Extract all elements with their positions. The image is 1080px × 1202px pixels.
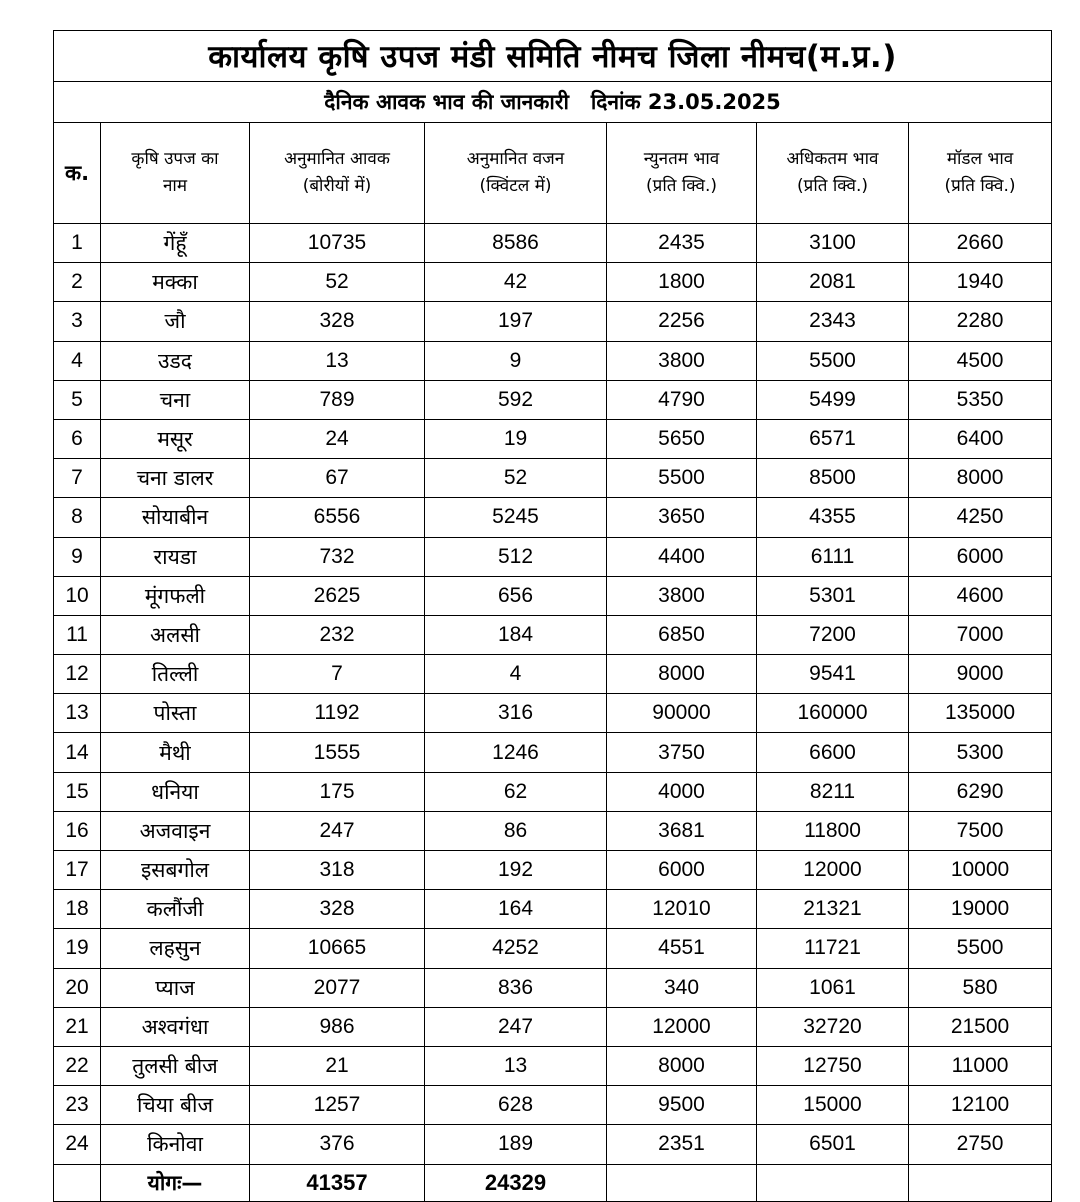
total-weight: 24329 <box>425 1164 607 1201</box>
modal-price-cell: 7000 <box>909 615 1052 654</box>
commodity-name-cell: मसूर <box>101 419 250 458</box>
arrival-cell: 67 <box>250 459 425 498</box>
table-row <box>54 498 1052 537</box>
commodity-name-cell: चना डालर <box>101 459 250 498</box>
report-date-subtitle <box>54 82 1052 123</box>
weight-cell: 52 <box>425 459 607 498</box>
max-price-cell: 160000 <box>757 694 909 733</box>
weight-cell: 1246 <box>425 733 607 772</box>
table-row <box>54 1086 1052 1125</box>
max-price-cell: 5499 <box>757 380 909 419</box>
header-line: (प्रति क्वि.) <box>944 176 1016 196</box>
min-price-cell: 3681 <box>607 811 757 850</box>
weight-cell: 13 <box>425 1046 607 1085</box>
header-line: (क्विंटल में) <box>479 176 552 196</box>
header-line: मॉडल भाव <box>946 149 1014 169</box>
arrival-cell: 52 <box>250 263 425 302</box>
header-line: (बोरीयों में) <box>302 176 372 196</box>
header-line: नाम <box>162 176 187 196</box>
max-price-cell: 12000 <box>757 851 909 890</box>
min-price-cell: 6000 <box>607 851 757 890</box>
serial-cell: 23 <box>54 1086 101 1125</box>
subtitle-text: दैनिक आवक भाव की जानकारी दिनांक 23.05.2025 <box>324 90 781 114</box>
min-price-cell: 5500 <box>607 459 757 498</box>
min-price-cell: 12010 <box>607 890 757 929</box>
max-price-cell: 11721 <box>757 929 909 968</box>
serial-cell: 22 <box>54 1046 101 1085</box>
estimated-weight-header <box>425 123 607 224</box>
modal-price-cell: 9000 <box>909 655 1052 694</box>
serial-cell: 13 <box>54 694 101 733</box>
commodity-name-cell: लहसुन <box>101 929 250 968</box>
weight-cell: 316 <box>425 694 607 733</box>
serial-cell: 24 <box>54 1125 101 1164</box>
max-price-cell: 5301 <box>757 576 909 615</box>
modal-price-cell: 135000 <box>909 694 1052 733</box>
max-price-cell: 2343 <box>757 302 909 341</box>
total-label: योगः— <box>101 1164 250 1201</box>
commodity-name-cell: मूंगफली <box>101 576 250 615</box>
max-price-cell: 8500 <box>757 459 909 498</box>
table-row <box>54 733 1052 772</box>
table-row <box>54 263 1052 302</box>
modal-price-cell: 4250 <box>909 498 1052 537</box>
modal-price-cell: 4500 <box>909 341 1052 380</box>
weight-cell: 4252 <box>425 929 607 968</box>
serial-cell: 9 <box>54 537 101 576</box>
weight-cell: 628 <box>425 1086 607 1125</box>
max-price-cell: 6501 <box>757 1125 909 1164</box>
modal-price-cell: 7500 <box>909 811 1052 850</box>
max-price-cell: 6111 <box>757 537 909 576</box>
arrival-cell: 6556 <box>250 498 425 537</box>
total-arrivals: 41357 <box>250 1164 425 1201</box>
weight-cell: 9 <box>425 341 607 380</box>
header-line: न्युनतम भाव <box>643 149 720 169</box>
max-price-cell: 1061 <box>757 968 909 1007</box>
modal-price-cell: 580 <box>909 968 1052 1007</box>
commodity-rows <box>54 224 1052 1165</box>
arrival-cell: 328 <box>250 890 425 929</box>
arrival-cell: 328 <box>250 302 425 341</box>
min-price-cell: 6850 <box>607 615 757 654</box>
table-row <box>54 615 1052 654</box>
max-price-cell: 32720 <box>757 1007 909 1046</box>
table-row <box>54 968 1052 1007</box>
header-line: (प्रति क्वि.) <box>646 176 717 196</box>
table-row <box>54 576 1052 615</box>
serial-cell: 2 <box>54 263 101 302</box>
commodity-name-cell: तुलसी बीज <box>101 1046 250 1085</box>
arrival-cell: 1257 <box>250 1086 425 1125</box>
serial-cell: 17 <box>54 851 101 890</box>
serial-cell: 14 <box>54 733 101 772</box>
table-row <box>54 890 1052 929</box>
arrival-cell: 175 <box>250 772 425 811</box>
min-price-cell: 4551 <box>607 929 757 968</box>
weight-cell: 86 <box>425 811 607 850</box>
min-price-cell: 8000 <box>607 655 757 694</box>
table-row <box>54 537 1052 576</box>
max-price-cell: 3100 <box>757 224 909 263</box>
estimated-arrival-header <box>250 123 425 224</box>
serial-cell: 10 <box>54 576 101 615</box>
serial-cell: 7 <box>54 459 101 498</box>
arrival-cell: 13 <box>250 341 425 380</box>
weight-cell: 164 <box>425 890 607 929</box>
header-line: अनुमानित वजन <box>466 149 565 169</box>
weight-cell: 656 <box>425 576 607 615</box>
min-price-cell: 5650 <box>607 419 757 458</box>
min-price-cell: 4400 <box>607 537 757 576</box>
max-price-cell: 6571 <box>757 419 909 458</box>
min-price-cell: 9500 <box>607 1086 757 1125</box>
modal-price-cell: 2660 <box>909 224 1052 263</box>
serial-cell: 11 <box>54 615 101 654</box>
modal-price-cell: 2280 <box>909 302 1052 341</box>
serial-cell: 1 <box>54 224 101 263</box>
arrival-cell: 1192 <box>250 694 425 733</box>
total-empty-max <box>757 1164 909 1201</box>
weight-cell: 197 <box>425 302 607 341</box>
min-price-cell: 90000 <box>607 694 757 733</box>
min-price-cell: 4000 <box>607 772 757 811</box>
modal-price-cell: 2750 <box>909 1125 1052 1164</box>
table-row <box>54 811 1052 850</box>
modal-price-cell: 8000 <box>909 459 1052 498</box>
weight-cell: 42 <box>425 263 607 302</box>
serial-cell: 20 <box>54 968 101 1007</box>
max-price-cell: 4355 <box>757 498 909 537</box>
page-title: कार्यालय कृषि उपज मंडी समिति नीमच जिला नीमच(म.प्र.) <box>54 31 1052 82</box>
serial-cell: 18 <box>54 890 101 929</box>
weight-cell: 62 <box>425 772 607 811</box>
serial-header <box>54 123 101 224</box>
modal-price-cell: 5350 <box>909 380 1052 419</box>
weight-cell: 247 <box>425 1007 607 1046</box>
weight-cell: 8586 <box>425 224 607 263</box>
header-line: अनुमानित आवक <box>284 149 390 169</box>
max-price-cell: 11800 <box>757 811 909 850</box>
min-price-cell: 2435 <box>607 224 757 263</box>
commodity-name-cell: अश्वगंधा <box>101 1007 250 1046</box>
weight-cell: 19 <box>425 419 607 458</box>
table-row <box>54 1125 1052 1164</box>
commodity-name-header <box>101 123 250 224</box>
serial-cell: 21 <box>54 1007 101 1046</box>
min-price-cell: 2351 <box>607 1125 757 1164</box>
weight-cell: 184 <box>425 615 607 654</box>
serial-cell: 6 <box>54 419 101 458</box>
max-price-cell: 6600 <box>757 733 909 772</box>
table-row <box>54 655 1052 694</box>
min-price-header <box>607 123 757 224</box>
commodity-name-cell: अलसी <box>101 615 250 654</box>
min-price-cell: 2256 <box>607 302 757 341</box>
serial-cell: 19 <box>54 929 101 968</box>
modal-price-cell: 6290 <box>909 772 1052 811</box>
commodity-name-cell: कलौंजी <box>101 890 250 929</box>
table-row <box>54 929 1052 968</box>
arrival-cell: 10665 <box>250 929 425 968</box>
max-price-cell: 2081 <box>757 263 909 302</box>
table-row <box>54 459 1052 498</box>
table-row <box>54 772 1052 811</box>
commodity-name-cell: धनिया <box>101 772 250 811</box>
table-row <box>54 851 1052 890</box>
max-price-cell: 21321 <box>757 890 909 929</box>
commodity-name-cell: सोयाबीन <box>101 498 250 537</box>
arrival-cell: 21 <box>250 1046 425 1085</box>
arrival-cell: 10735 <box>250 224 425 263</box>
modal-price-cell: 6400 <box>909 419 1052 458</box>
report-sheet <box>53 30 1051 1195</box>
weight-cell: 592 <box>425 380 607 419</box>
weight-cell: 512 <box>425 537 607 576</box>
table-row <box>54 341 1052 380</box>
commodity-name-cell: प्याज <box>101 968 250 1007</box>
commodity-name-cell: चना <box>101 380 250 419</box>
min-price-cell: 1800 <box>607 263 757 302</box>
modal-price-cell: 4600 <box>909 576 1052 615</box>
arrival-cell: 376 <box>250 1125 425 1164</box>
min-price-cell: 4790 <box>607 380 757 419</box>
commodity-name-cell: जौ <box>101 302 250 341</box>
total-empty-modal <box>909 1164 1052 1201</box>
serial-cell: 3 <box>54 302 101 341</box>
commodity-name-cell: मक्का <box>101 263 250 302</box>
min-price-cell: 3800 <box>607 341 757 380</box>
header-line: क. <box>64 160 90 185</box>
modal-price-cell: 5300 <box>909 733 1052 772</box>
mandi-rate-table <box>53 30 1052 1202</box>
commodity-name-cell: इसबगोल <box>101 851 250 890</box>
modal-price-cell: 10000 <box>909 851 1052 890</box>
commodity-name-cell: गेंहूँ <box>101 224 250 263</box>
arrival-cell: 24 <box>250 419 425 458</box>
min-price-cell: 3800 <box>607 576 757 615</box>
modal-price-header <box>909 123 1052 224</box>
arrival-cell: 2625 <box>250 576 425 615</box>
serial-cell: 5 <box>54 380 101 419</box>
modal-price-cell: 5500 <box>909 929 1052 968</box>
total-sn-cell <box>54 1164 101 1201</box>
total-empty-min <box>607 1164 757 1201</box>
min-price-cell: 12000 <box>607 1007 757 1046</box>
max-price-cell: 8211 <box>757 772 909 811</box>
commodity-name-cell: अजवाइन <box>101 811 250 850</box>
max-price-cell: 7200 <box>757 615 909 654</box>
arrival-cell: 2077 <box>250 968 425 1007</box>
modal-price-cell: 6000 <box>909 537 1052 576</box>
serial-cell: 4 <box>54 341 101 380</box>
table-row <box>54 380 1052 419</box>
arrival-cell: 7 <box>250 655 425 694</box>
header-line: कृषि उपज का <box>131 149 219 169</box>
serial-cell: 8 <box>54 498 101 537</box>
weight-cell: 189 <box>425 1125 607 1164</box>
max-price-header <box>757 123 909 224</box>
max-price-cell: 9541 <box>757 655 909 694</box>
commodity-name-cell: चिया बीज <box>101 1086 250 1125</box>
max-price-cell: 15000 <box>757 1086 909 1125</box>
modal-price-cell: 19000 <box>909 890 1052 929</box>
column-header-row <box>54 123 1052 224</box>
arrival-cell: 732 <box>250 537 425 576</box>
arrival-cell: 1555 <box>250 733 425 772</box>
total-row <box>54 1164 1052 1201</box>
table-row <box>54 1007 1052 1046</box>
weight-cell: 192 <box>425 851 607 890</box>
max-price-cell: 5500 <box>757 341 909 380</box>
modal-price-cell: 1940 <box>909 263 1052 302</box>
serial-cell: 12 <box>54 655 101 694</box>
max-price-cell: 12750 <box>757 1046 909 1085</box>
commodity-name-cell: पोस्ता <box>101 694 250 733</box>
table-row <box>54 302 1052 341</box>
weight-cell: 836 <box>425 968 607 1007</box>
header-line: (प्रति क्वि.) <box>797 176 868 196</box>
arrival-cell: 789 <box>250 380 425 419</box>
table-row <box>54 1046 1052 1085</box>
min-price-cell: 340 <box>607 968 757 1007</box>
serial-cell: 15 <box>54 772 101 811</box>
arrival-cell: 986 <box>250 1007 425 1046</box>
commodity-name-cell: उडद <box>101 341 250 380</box>
modal-price-cell: 12100 <box>909 1086 1052 1125</box>
weight-cell: 5245 <box>425 498 607 537</box>
min-price-cell: 8000 <box>607 1046 757 1085</box>
arrival-cell: 232 <box>250 615 425 654</box>
modal-price-cell: 21500 <box>909 1007 1052 1046</box>
commodity-name-cell: मैथी <box>101 733 250 772</box>
arrival-cell: 247 <box>250 811 425 850</box>
commodity-name-cell: रायडा <box>101 537 250 576</box>
table-row <box>54 694 1052 733</box>
weight-cell: 4 <box>425 655 607 694</box>
commodity-name-cell: तिल्ली <box>101 655 250 694</box>
modal-price-cell: 11000 <box>909 1046 1052 1085</box>
min-price-cell: 3650 <box>607 498 757 537</box>
header-line: अधिकतम भाव <box>786 149 879 169</box>
arrival-cell: 318 <box>250 851 425 890</box>
min-price-cell: 3750 <box>607 733 757 772</box>
table-row <box>54 419 1052 458</box>
table-row <box>54 224 1052 263</box>
serial-cell: 16 <box>54 811 101 850</box>
commodity-name-cell: किनोवा <box>101 1125 250 1164</box>
